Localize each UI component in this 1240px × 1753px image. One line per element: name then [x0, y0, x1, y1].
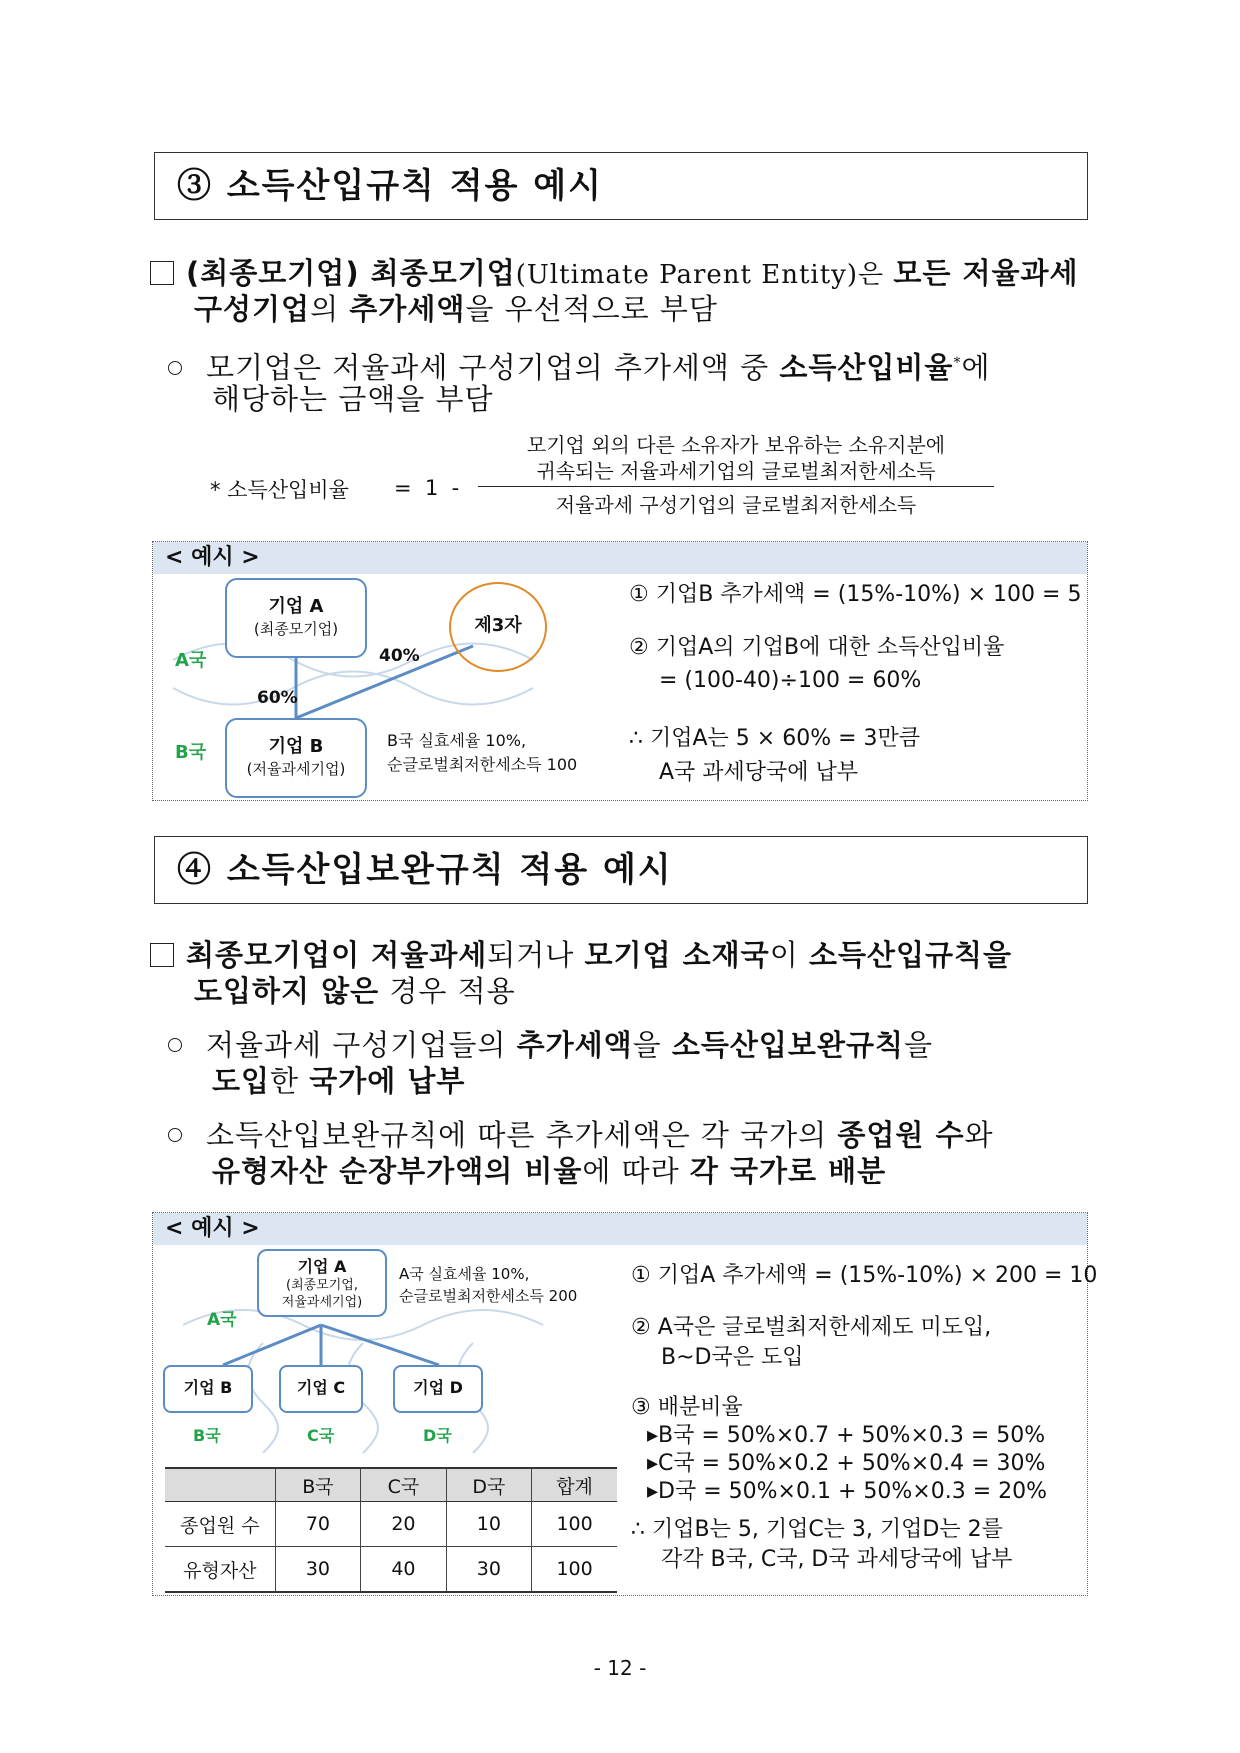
sub-bullet-3-line-2: 유형자산 순장부가액의 비율에 따라 각 국가로 배분 — [212, 1154, 887, 1188]
country-a-label: A국 — [207, 1310, 237, 1330]
calc-step-2b: = (100-40)÷100 = 60% — [659, 668, 922, 693]
example-header: < 예시 > — [153, 542, 1087, 574]
formula-label: * 소득산입비율 — [210, 478, 349, 502]
sub-bullet-2-line-1: 저율과세 구성기업들의 추가세액을 소득산입보완규칙을 — [168, 1028, 933, 1062]
bullet-1-line-2: 구성기업의 추가세액을 우선적으로 부담 — [194, 292, 718, 326]
alloc-ratio-b: ▸B국 = 50%×0.7 + 50%×0.3 = 50% — [647, 1423, 1046, 1448]
country-b-label: B국 — [175, 742, 207, 763]
section-title-4: ④ 소득산입보완규칙 적용 예시 — [154, 836, 1088, 904]
alloc-result-2: 각각 B국, C국, D국 과세당국에 납부 — [661, 1547, 1013, 1572]
calc-step-2a: ② 기업A의 기업B에 대한 소득산입비율 — [629, 635, 1005, 660]
sub-bullet-1-line-1: 모기업은 저율과세 구성기업의 추가세액 중 소득산입비율*에 — [168, 346, 990, 385]
formula-equals: = 1 - — [394, 476, 460, 500]
note-b-line-1: B국 실효세율 10%, — [387, 731, 527, 750]
note-a-line-2: 순글로벌최저한세소득 200 — [399, 1287, 578, 1305]
table-header-row: B국 C국 D국 합계 — [165, 1468, 617, 1502]
country-a-label: A국 — [175, 650, 207, 671]
alloc-step-1: ① 기업A 추가세액 = (15%-10%) × 200 = 10 — [631, 1263, 1098, 1288]
alloc-ratio-d: ▸D국 = 50%×0.1 + 50%×0.3 = 20% — [647, 1479, 1048, 1504]
bullet-1-line-1: (최종모기업) 최종모기업(Ultimate Parent Entity)은 모든 저율과세 — [150, 256, 1079, 292]
bullet-2-line-2: 도입하지 않은 경우 적용 — [194, 974, 516, 1008]
sub-bullet-2-line-2: 도입한 국가에 납부 — [212, 1064, 466, 1098]
alloc-result-1: ∴ 기업B는 5, 기업C는 3, 기업D는 2를 — [631, 1517, 1003, 1542]
circle-bullet-icon — [168, 361, 182, 375]
sub-bullet-1-line-2: 해당하는 금액을 부담 — [212, 382, 494, 416]
company-a-node: 기업 A (최종모기업) — [225, 578, 367, 658]
alloc-step-2b: B~D국은 도입 — [661, 1345, 804, 1370]
example-header: < 예시 > — [153, 1213, 1087, 1245]
fraction-line — [478, 486, 994, 487]
table-row: 유형자산 30 40 30 100 — [165, 1547, 617, 1593]
allocation-table — [165, 1467, 617, 1593]
calc-step-1: ① 기업B 추가세액 = (15%-10%) × 100 = 5 — [629, 582, 1082, 607]
third-party-node: 제3자 — [449, 582, 547, 672]
ownership-60-label: 60% — [257, 688, 298, 708]
example-box-2 — [152, 1212, 1098, 1596]
section-title-3: ③ 소득산입규칙 적용 예시 — [154, 152, 1088, 220]
alloc-step-3: ③ 배분비율 — [631, 1395, 743, 1420]
country-b-label: B국 — [193, 1426, 221, 1445]
checkbox-square-icon — [150, 261, 174, 285]
checkbox-square-icon — [150, 943, 174, 967]
company-a-node: 기업 A (최종모기업, 저율과세기업) — [257, 1249, 387, 1317]
sub-bullet-3-line-1: 소득산입보완규칙에 따른 추가세액은 각 국가의 종업원 수와 — [168, 1118, 994, 1152]
example-box-1 — [152, 541, 1088, 801]
alloc-ratio-c: ▸C국 = 50%×0.2 + 50%×0.4 = 30% — [647, 1451, 1046, 1476]
circle-bullet-icon — [168, 1038, 182, 1052]
page-number: - 12 - — [593, 1656, 647, 1680]
table-row: 종업원 수 70 20 10 100 — [165, 1502, 617, 1547]
formula-denominator: 저율과세 구성기업의 글로벌최저한세소득 — [555, 493, 917, 517]
calc-result-2: A국 과세당국에 납부 — [659, 760, 859, 785]
ownership-40-label: 40% — [379, 646, 420, 666]
calc-result-1: ∴ 기업A는 5 × 60% = 3만큼 — [629, 726, 921, 751]
alloc-step-2a: ② A국은 글로벌최저한세제도 미도입, — [631, 1315, 992, 1340]
company-c-node: 기업 C — [279, 1365, 363, 1413]
country-c-label: C국 — [307, 1426, 335, 1445]
note-a-line-1: A국 실효세율 10%, — [399, 1265, 530, 1283]
note-b-line-2: 순글로벌최저한세소득 100 — [387, 755, 578, 774]
circle-bullet-icon — [168, 1128, 182, 1142]
company-d-node: 기업 D — [393, 1365, 483, 1413]
company-b-node: 기업 B (저율과세기업) — [225, 718, 367, 798]
bullet-2-line-1: 최종모기업이 저율과세되거나 모기업 소재국이 소득산입규칙을 — [150, 938, 1012, 972]
company-b-node: 기업 B — [163, 1365, 253, 1413]
formula-numerator: 모기업 외의 다른 소유자가 보유하는 소유지분에 귀속되는 저율과세기업의 글로벌최저한세소득 — [526, 433, 946, 483]
country-d-label: D국 — [423, 1426, 452, 1445]
